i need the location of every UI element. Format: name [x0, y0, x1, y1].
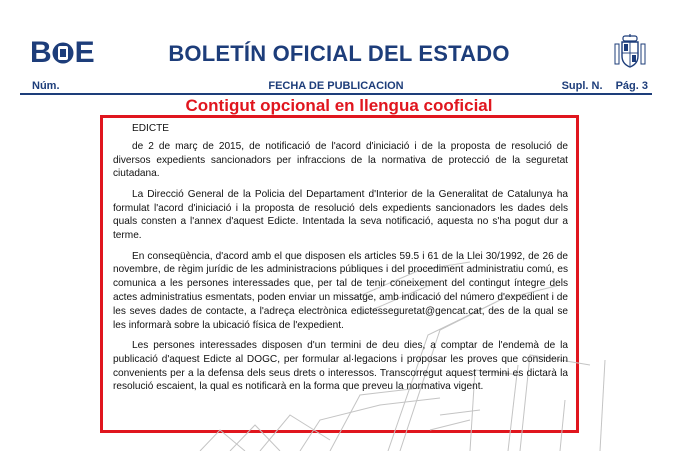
co-official-language-notice: Contigut opcional en llengua cooficial: [185, 96, 493, 115]
page-info: [552, 80, 648, 92]
edict-content: [113, 122, 568, 401]
spain-coat-of-arms-icon: [612, 34, 648, 70]
edict-heading: EDICTE: [132, 123, 170, 134]
issue-number-label: Núm.: [32, 80, 60, 92]
page-title: BOLETÍN OFICIAL DEL ESTADO: [168, 41, 510, 66]
edict-paragraph: Les persones interessades disposen d'un termini de deu dies, a comptar de l'endemà de la publicació d'aquest Edicte al DOGC, per formular al·legacions i proposar les proves que considerin convenients per a la defensa dels seus drets o interessos. Transcorregut aquest termini es dictarà la resolució escaient, la qual es notificarà en la forma que preveu la normativa vigent.: [113, 339, 568, 393]
edict-paragraph: La Direcció General de la Policia del Departament d'Interior de la Generalitat de Catalunya ha formulat l'acord d'iniciació i la proposta de resolució dels expedients sancionadors les dades dels quals consten a l'annex d'aquest Edicte. Intentada la seva notificació, aquesta no s'ha pogut dur a terme.: [113, 188, 568, 242]
publication-date-label: FECHA DE PUBLICACION: [268, 80, 404, 92]
supplement-label: Supl. N.: [561, 80, 603, 92]
edict-paragraph: de 2 de març de 2015, de notificació de l'acord d'iniciació i de la proposta de resolució de diversos expedients sancionadors per infraccions de la normativa de protecció de la seguretat ciutadana.: [113, 140, 568, 180]
page-number-label: Pág. 3: [615, 80, 648, 92]
edict-paragraph: En conseqüència, d'acord amb el que disposen els articles 59.5 i 61 de la Llei 30/1992, de 26 de novembre, de règim jurídic de les administracions públiques i del procediment administratiu comú, es comunica a les persones interessades que, per tal de tenir coneixement del contingut íntegre dels actes administratius esmentats, poden enviar un missatge, amb indicació del número d'expedient i de les seves dades de contacte, a l'adreça electrònica edictesseguretat@gencat.cat, des de la qual se les informarà sobre la ubicació física de l'expedient.: [113, 250, 568, 331]
boe-logo-letter-b: B: [30, 36, 51, 69]
publication-header-bar: [20, 79, 652, 95]
boe-logo-letter-e: E: [74, 36, 94, 69]
